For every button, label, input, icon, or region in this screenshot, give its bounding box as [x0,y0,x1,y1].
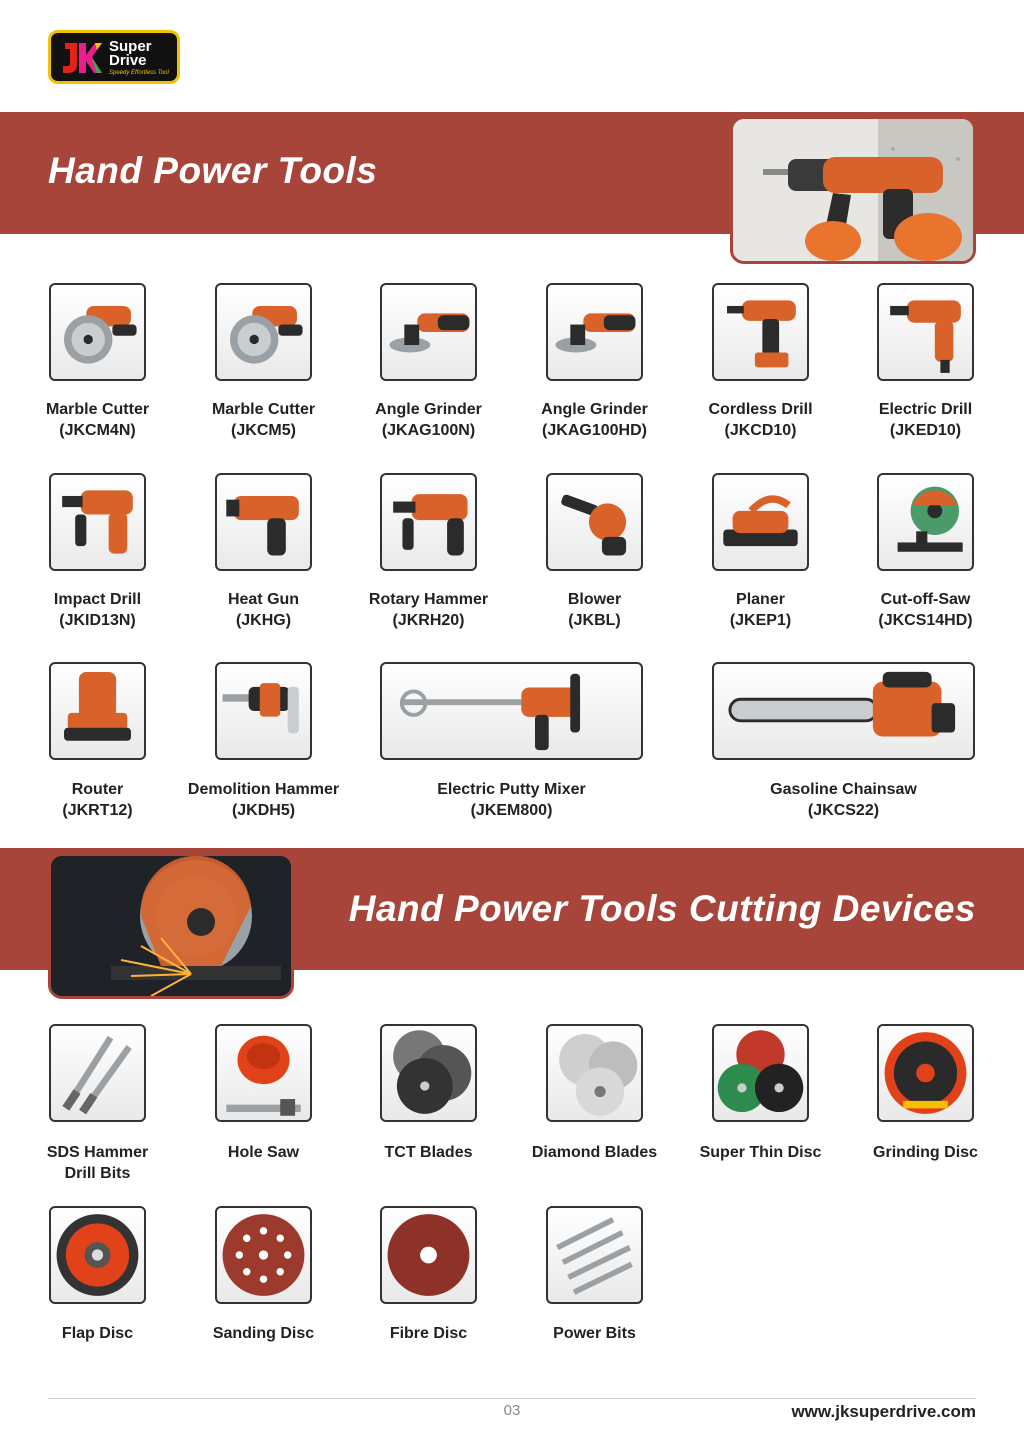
product-label [11,1142,184,1184]
marble-cutter-icon [51,285,144,379]
product-name: Electric Putty Mixer [437,781,586,798]
product-name: Angle Grinder [541,401,648,418]
product-label [508,1142,681,1163]
product-code: (JKCM5) [231,422,296,439]
power-bits-icon [548,1208,641,1302]
product-code: (JKBL) [568,612,621,629]
page-number: 03 [503,1402,521,1419]
product-image-card[interactable] [712,1024,809,1122]
flap-disc-icon [51,1208,144,1302]
product-image-card[interactable] [546,1024,643,1122]
product-label [11,1323,184,1344]
product-name: Impact Drill [53,591,142,608]
product-image-card[interactable] [49,1206,146,1304]
product-code: (JKAG100HD) [542,422,647,439]
product-label [342,1142,515,1163]
product-code: (JKEP1) [729,612,792,629]
product-label [508,589,681,631]
cut-off-saw-icon [879,475,972,569]
product-name: Marble Cutter [45,401,150,418]
thin-disc-icon [714,1026,807,1120]
brand-name-line1: Super [109,38,152,55]
product-image-card[interactable] [380,1024,477,1122]
product-code: (JKDH5) [231,802,296,819]
product-label [11,589,184,631]
section-title: Hand Power Tools Cutting Devices [348,888,976,929]
rotary-hammer-photo [730,116,976,264]
product-label [508,1323,681,1344]
product-label [177,399,350,441]
product-code: Drill Bits [64,1165,131,1182]
product-image-card[interactable] [215,662,312,760]
product-name: Fibre Disc [389,1325,468,1342]
product-label [342,1323,515,1344]
product-label [674,779,1013,821]
product-code: (JKHG) [235,612,292,629]
drill-bits-icon [51,1026,144,1120]
planer-icon [714,475,807,569]
product-name: Angle Grinder [375,401,482,418]
product-name: Cut-off-Saw [880,591,971,608]
product-label [839,399,1012,441]
product-name: Flap Disc [61,1325,134,1342]
product-name: Router [71,781,124,798]
angle-grinder-icon [382,285,475,379]
product-name: Super Thin Disc [699,1144,822,1161]
product-name: Cordless Drill [708,401,813,418]
product-code: (JKCD10) [724,422,797,439]
product-image-card[interactable] [380,1206,477,1304]
product-label [839,589,1012,631]
product-image-card[interactable] [49,1024,146,1122]
product-image-card[interactable] [877,1024,974,1122]
product-image-card[interactable] [546,283,643,381]
brand-name-line2: Drive [109,52,147,69]
product-label [11,779,184,821]
product-name: Blower [567,591,622,608]
product-code: (JKEM800) [470,802,553,819]
product-code: (JKAG100N) [381,422,476,439]
product-code: (JKRH20) [392,612,465,629]
product-name: TCT Blades [384,1144,473,1161]
product-image-card[interactable] [49,662,146,760]
marble-cutter-icon [217,285,310,379]
product-label [342,779,681,821]
product-name: Electric Drill [878,401,973,418]
product-label [839,1142,1012,1163]
product-code: (JKCM4N) [59,422,136,439]
product-image-card[interactable] [380,662,643,760]
product-name: SDS Hammer [46,1144,149,1161]
product-image-card[interactable] [380,283,477,381]
product-name: Rotary Hammer [368,591,489,608]
product-label [177,1142,350,1163]
product-label [177,779,350,821]
product-code: (JKED10) [889,422,962,439]
cut-off-saw-photo [48,853,294,999]
product-image-card[interactable] [215,473,312,571]
product-code: (JKCS14HD) [878,612,973,629]
cut-off-saw-photo-icon [51,856,294,999]
product-label [674,399,847,441]
product-name: Planer [736,591,785,608]
product-image-card[interactable] [877,473,974,571]
grinding-disc-icon [879,1026,972,1120]
product-label [508,399,681,441]
jk-logo-mark-icon [59,39,103,77]
product-image-card[interactable] [712,662,975,760]
demolition-hammer-icon [217,664,310,758]
product-label [11,399,184,441]
product-name: Demolition Hammer [187,781,340,798]
product-code: (JKRT12) [62,802,133,819]
cordless-drill-icon [714,285,807,379]
product-image-card[interactable] [215,1024,312,1122]
product-image-card[interactable] [712,283,809,381]
product-label [177,1323,350,1344]
brand-logo [48,30,180,84]
website-link[interactable]: www.jksuperdrive.com [791,1402,976,1421]
product-code: (JKID13N) [59,612,136,629]
chainsaw-icon [714,664,973,758]
product-name: Marble Cutter [211,401,316,418]
rotary-hammer-icon [382,475,475,569]
fibre-disc-icon [382,1208,475,1302]
product-label [342,399,515,441]
tct-blade-icon [382,1026,475,1120]
section-title: Hand Power Tools [48,150,378,191]
product-name: Grinding Disc [873,1144,978,1161]
product-label [342,589,515,631]
product-name: Heat Gun [227,591,300,608]
electric-drill-icon [879,285,972,379]
putty-mixer-icon [382,664,641,758]
product-image-card[interactable] [877,283,974,381]
router-icon [51,664,144,758]
product-name: Gasoline Chainsaw [770,781,917,798]
product-label [674,589,847,631]
product-image-card[interactable] [49,283,146,381]
product-code: (JKCS22) [807,802,880,819]
angle-grinder-icon [548,285,641,379]
footer-divider [48,1398,976,1399]
product-image-card[interactable] [215,1206,312,1304]
product-image-card[interactable] [546,473,643,571]
product-name: Hole Saw [227,1144,300,1161]
product-name: Sanding Disc [212,1325,315,1342]
hole-saw-icon [217,1026,310,1120]
diamond-blade-icon [548,1026,641,1120]
product-name: Power Bits [553,1325,636,1342]
blower-icon [548,475,641,569]
brand-tagline: Speedy Effortless Tool [109,70,169,76]
rotary-hammer-photo-icon [733,119,976,264]
product-label [177,589,350,631]
product-image-card[interactable] [712,473,809,571]
sanding-disc-icon [217,1208,310,1302]
product-image-card[interactable] [546,1206,643,1304]
product-image-card[interactable] [380,473,477,571]
impact-drill-icon [51,475,144,569]
product-image-card[interactable] [49,473,146,571]
product-image-card[interactable] [215,283,312,381]
product-name: Diamond Blades [531,1144,658,1161]
heat-gun-icon [217,475,310,569]
product-label [674,1142,847,1163]
